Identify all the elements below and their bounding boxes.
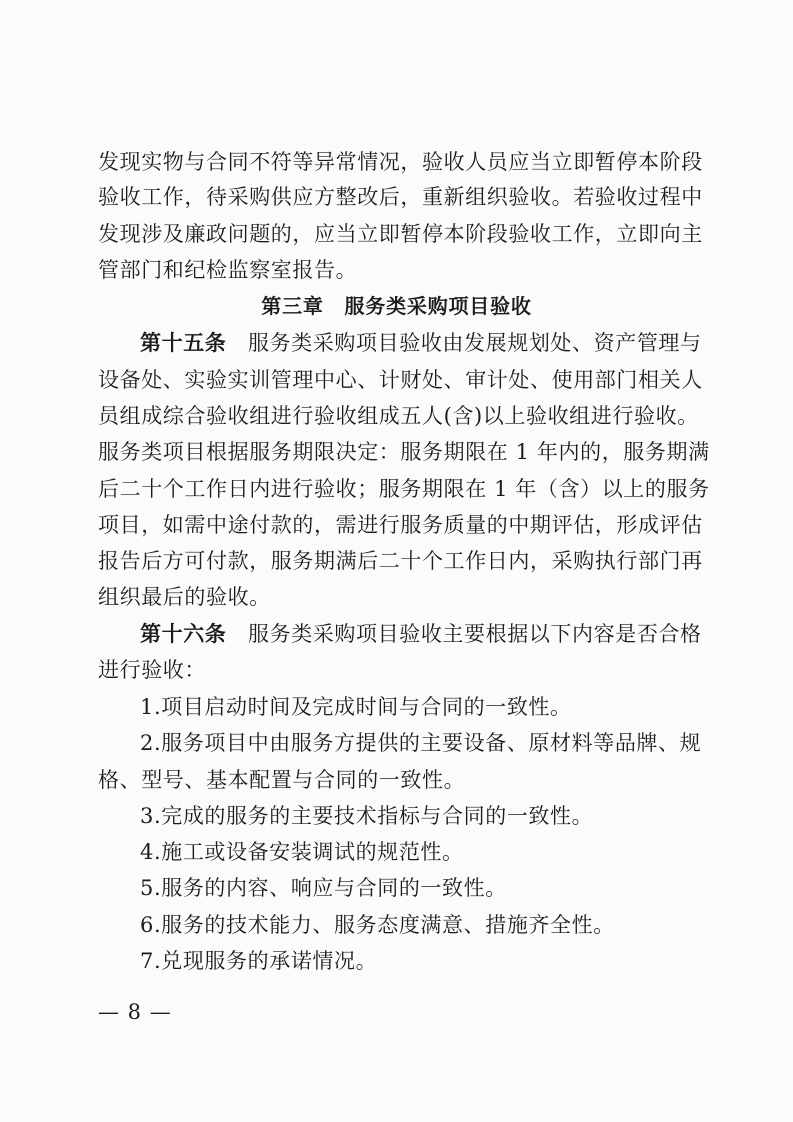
list-item: 5.服务的内容、响应与合同的一致性。	[140, 876, 507, 900]
page-number: — 8 —	[98, 1000, 172, 1024]
article-16-text: 服务类采购项目验收主要根据以下内容是否合格	[248, 622, 702, 646]
article-15-text: 服务类采购项目验收由发展规划处、资产管理与	[248, 331, 702, 355]
list-item: 1.项目启动时间及完成时间与合同的一致性。	[140, 695, 572, 719]
list-item: 3.完成的服务的主要技术指标与合同的一致性。	[140, 804, 594, 828]
list-item: 4.施工或设备安装调试的规范性。	[140, 840, 464, 864]
list-item: 7.兑现服务的承诺情况。	[140, 949, 378, 973]
paragraph-line: 设备处、实验实训管理中心、计财处、审计处、使用部门相关人	[98, 368, 703, 392]
paragraph-line: 发现涉及廉政问题的，应当立即暂停本阶段验收工作，立即向主	[98, 222, 703, 246]
paragraph-line: 进行验收：	[98, 658, 206, 682]
list-item-continuation: 格、型号、基本配置与合同的一致性。	[98, 768, 466, 792]
article-16-first-line	[140, 620, 700, 648]
paragraph-line: 员组成综合验收组进行验收组成五人(含)以上验收组进行验收。	[98, 404, 699, 428]
article-16-title: 第十六条	[140, 622, 227, 646]
paragraph-line: 后二十个工作日内进行验收；服务期限在 1 年（含）以上的服务	[98, 477, 710, 501]
paragraph-line: 组织最后的验收。	[98, 585, 271, 609]
paragraph-line: 验收工作，待采购供应方整改后，重新组织验收。若验收过程中	[98, 185, 703, 209]
paragraph-line: 服务类项目根据服务期限决定：服务期限在 1 年内的，服务期满	[98, 440, 710, 464]
paragraph-line: 项目，如需中途付款的，需进行服务质量的中期评估，形成评估	[98, 513, 703, 537]
paragraph-line: 管部门和纪检监察室报告。	[98, 258, 358, 282]
list-item: 2.服务项目中由服务方提供的主要设备、原材料等品牌、规	[140, 731, 702, 755]
list-item: 6.服务的技术能力、服务态度满意、措施齐全性。	[140, 913, 615, 937]
article-15-title: 第十五条	[140, 331, 227, 355]
paragraph-line: 发现实物与合同不符等异常情况，验收人员应当立即暂停本阶段	[98, 150, 703, 174]
chapter-heading: 第三章 服务类采购项目验收	[261, 294, 532, 318]
paragraph-line: 报告后方可付款，服务期满后二十个工作日内，采购执行部门再	[98, 549, 703, 573]
article-15-first-line	[140, 329, 700, 357]
